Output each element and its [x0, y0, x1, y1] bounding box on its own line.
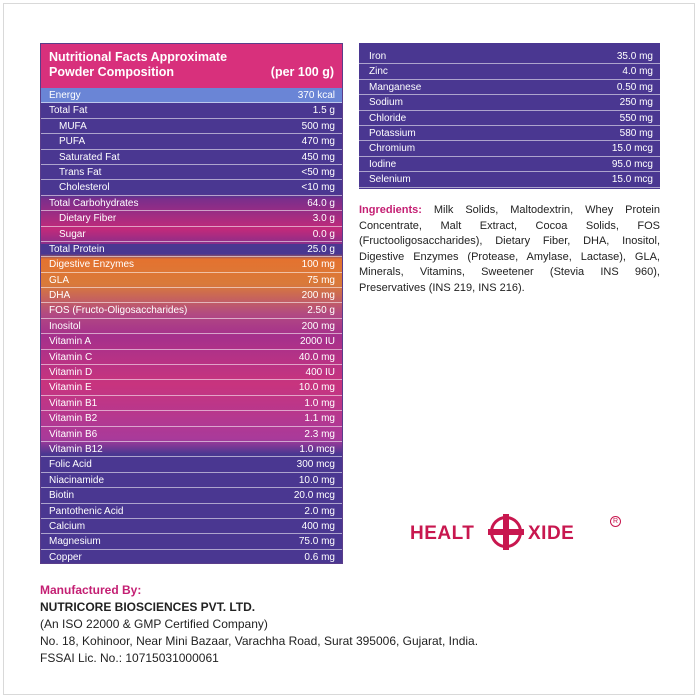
table-row [359, 157, 660, 172]
row-value: 1.0 mcg [299, 443, 335, 455]
table-row [41, 303, 342, 318]
table-row [41, 103, 342, 118]
table-row [41, 242, 342, 257]
row-value: 0.0 g [312, 228, 335, 240]
row-value: 400 IU [305, 367, 335, 379]
logo-plus-bar [488, 529, 524, 535]
row-label: Total Carbohydrates [49, 197, 139, 209]
row-value: 200 mg [301, 320, 335, 332]
table-row [41, 119, 342, 134]
table-row [41, 550, 342, 564]
table-row [41, 411, 342, 426]
row-value: 64.0 g [307, 197, 335, 209]
row-value: 470 mg [301, 136, 335, 148]
row-label: Total Fat [49, 105, 88, 117]
table-row [41, 442, 342, 457]
row-label: Niacinamide [49, 474, 105, 486]
brand-logo [410, 512, 620, 552]
row-label: Vitamin C [49, 351, 93, 363]
row-label: Sugar [59, 228, 86, 240]
table-row [41, 88, 342, 103]
row-value: 400 mg [301, 520, 335, 532]
row-value: 20.0 mcg [293, 490, 335, 502]
table-row [359, 64, 660, 79]
row-label: PUFA [59, 136, 86, 148]
nutrition-table [40, 43, 343, 564]
row-label: Potassium [369, 127, 416, 139]
manufacturer-address: No. 18, Kohinoor, Near Mini Bazaar, Varachha Road, Surat 395006, Gujarat, India. [40, 634, 479, 648]
table-row [41, 396, 342, 411]
row-label: Digestive Enzymes [49, 259, 135, 271]
ingredients-text [359, 203, 660, 297]
row-value: 500 mg [301, 120, 335, 132]
row-value: 0.6 mg [304, 551, 335, 563]
ingredients-label: Ingredients: [359, 204, 422, 216]
row-value: 1.5 g [312, 105, 335, 117]
row-label: Inositol [49, 320, 81, 332]
table-row [41, 150, 342, 165]
row-value: 550 mg [619, 112, 653, 124]
table-row [41, 504, 342, 519]
row-value: <10 mg [301, 182, 335, 194]
logo-text-right: XIDE [528, 523, 575, 544]
table-row [41, 488, 342, 503]
ingredients-list: Milk Solids, Maltodextrin, Whey Protein Concentrate, Malt Extract, Cocoa Solids, FOS (Fructooligosaccharides), Dietary Fiber, DHA, Inositol, Digestive Enzymes (Protease, Amylase, Lactase), GLA, Minerals, Vitamins, Sweetener (Stevia INS 960), Preservatives (INS 219, INS 216). [359, 204, 660, 294]
row-label: Chromium [369, 143, 416, 155]
table-row [41, 180, 342, 195]
row-label: Total Protein [49, 243, 105, 255]
table-row [41, 334, 342, 349]
row-label: Dietary Fiber [59, 213, 117, 225]
row-label: Chloride [369, 112, 407, 124]
nutrition-title: Nutritional Facts Approximate Powder Composition [49, 50, 228, 79]
row-value: 2.3 mg [304, 428, 335, 440]
row-label: Sodium [369, 97, 403, 109]
row-label: Zinc [369, 66, 388, 78]
table-row [359, 49, 660, 64]
row-label: Energy [49, 90, 81, 101]
row-value: 4.0 mg [622, 66, 653, 78]
row-value: 1.1 mg [304, 413, 335, 425]
row-value: 300 mcg [296, 459, 335, 471]
row-value: <50 mg [301, 166, 335, 178]
row-label: Vitamin E [49, 382, 92, 394]
row-value: 580 mg [619, 127, 653, 139]
nutrition-per-serving: (per 100 g) [270, 65, 334, 79]
table-row [41, 196, 342, 211]
row-label: Vitamin B1 [49, 397, 98, 409]
nutrition-table-header [41, 44, 342, 88]
row-value: 2000 IU [299, 336, 335, 348]
row-value: 370 kcal [297, 90, 335, 101]
row-label: DHA [49, 290, 71, 302]
row-label: Calcium [49, 520, 86, 532]
table-row [359, 172, 660, 187]
row-value: 35.0 mg [616, 51, 653, 62]
row-label: Vitamin B2 [49, 413, 98, 425]
row-value: 250 mg [619, 97, 653, 109]
row-value: 100 mg [301, 259, 335, 271]
row-value: 75.0 mg [298, 536, 335, 548]
table-row [41, 227, 342, 242]
row-value: 95.0 mcg [611, 158, 653, 170]
nutrition-rows [41, 88, 342, 564]
manufacturer-label: Manufactured By: [40, 583, 142, 597]
row-label: FOS (Fructo-Oligosaccharides) [49, 305, 188, 317]
row-label: Pantothenic Acid [49, 505, 124, 517]
row-label: Iron [369, 51, 387, 62]
row-label: Iodine [369, 158, 397, 170]
table-row [359, 95, 660, 110]
row-value: 3.0 g [312, 213, 335, 225]
row-label: Manganese [369, 81, 422, 93]
table-row [41, 134, 342, 149]
manufacturer-company: NUTRICORE BIOSCIENCES PVT. LTD. [40, 600, 256, 614]
row-label: Folic Acid [49, 459, 92, 471]
row-label: GLA [49, 274, 70, 286]
table-row [359, 80, 660, 95]
row-value: 1.0 mg [304, 397, 335, 409]
table-row [359, 126, 660, 141]
manufacturer-certification: (An ISO 22000 & GMP Certified Company) [40, 617, 268, 631]
row-label: Vitamin A [49, 336, 92, 348]
row-value: 450 mg [301, 151, 335, 163]
table-row [41, 350, 342, 365]
table-row [41, 365, 342, 380]
row-label: Magnesium [49, 536, 101, 548]
row-value: 25.0 g [307, 243, 335, 255]
row-label: Biotin [49, 490, 75, 502]
table-row [41, 534, 342, 549]
row-value: 0.50 mg [616, 81, 653, 93]
row-label: Vitamin D [49, 367, 93, 379]
table-row [41, 211, 342, 226]
row-value: 40.0 mg [298, 351, 335, 363]
row-label: Cholesterol [59, 182, 110, 194]
fssai-license: FSSAI Lic. No.: 10715031000061 [40, 651, 219, 665]
table-row [41, 319, 342, 334]
row-value: 10.0 mg [298, 474, 335, 486]
table-row [41, 165, 342, 180]
row-label: MUFA [59, 120, 87, 132]
row-value: 75 mg [307, 274, 335, 286]
row-label: Selenium [369, 174, 411, 186]
row-label: Saturated Fat [59, 151, 120, 163]
row-value: 2.50 g [307, 305, 335, 317]
table-row [41, 380, 342, 395]
registered-mark-icon: R [610, 516, 621, 527]
row-value: 10.0 mg [298, 382, 335, 394]
minerals-table [359, 43, 660, 189]
row-value: 15.0 mcg [611, 174, 653, 186]
row-value: 200 mg [301, 290, 335, 302]
table-row [41, 519, 342, 534]
table-row [41, 288, 342, 303]
table-row [41, 457, 342, 472]
row-label: Trans Fat [59, 166, 102, 178]
table-row [359, 141, 660, 156]
row-label: Vitamin B6 [49, 428, 98, 440]
table-row [41, 273, 342, 288]
manufacturer-info [40, 582, 478, 667]
table-row [41, 427, 342, 442]
row-value: 2.0 mg [304, 505, 335, 517]
table-row [41, 257, 342, 272]
row-value: 15.0 mcg [611, 143, 653, 155]
row-label: Vitamin B12 [49, 443, 103, 455]
logo-text-left: HEALT [410, 523, 475, 544]
table-row [41, 473, 342, 488]
table-row [359, 111, 660, 126]
row-label: Copper [49, 551, 82, 563]
